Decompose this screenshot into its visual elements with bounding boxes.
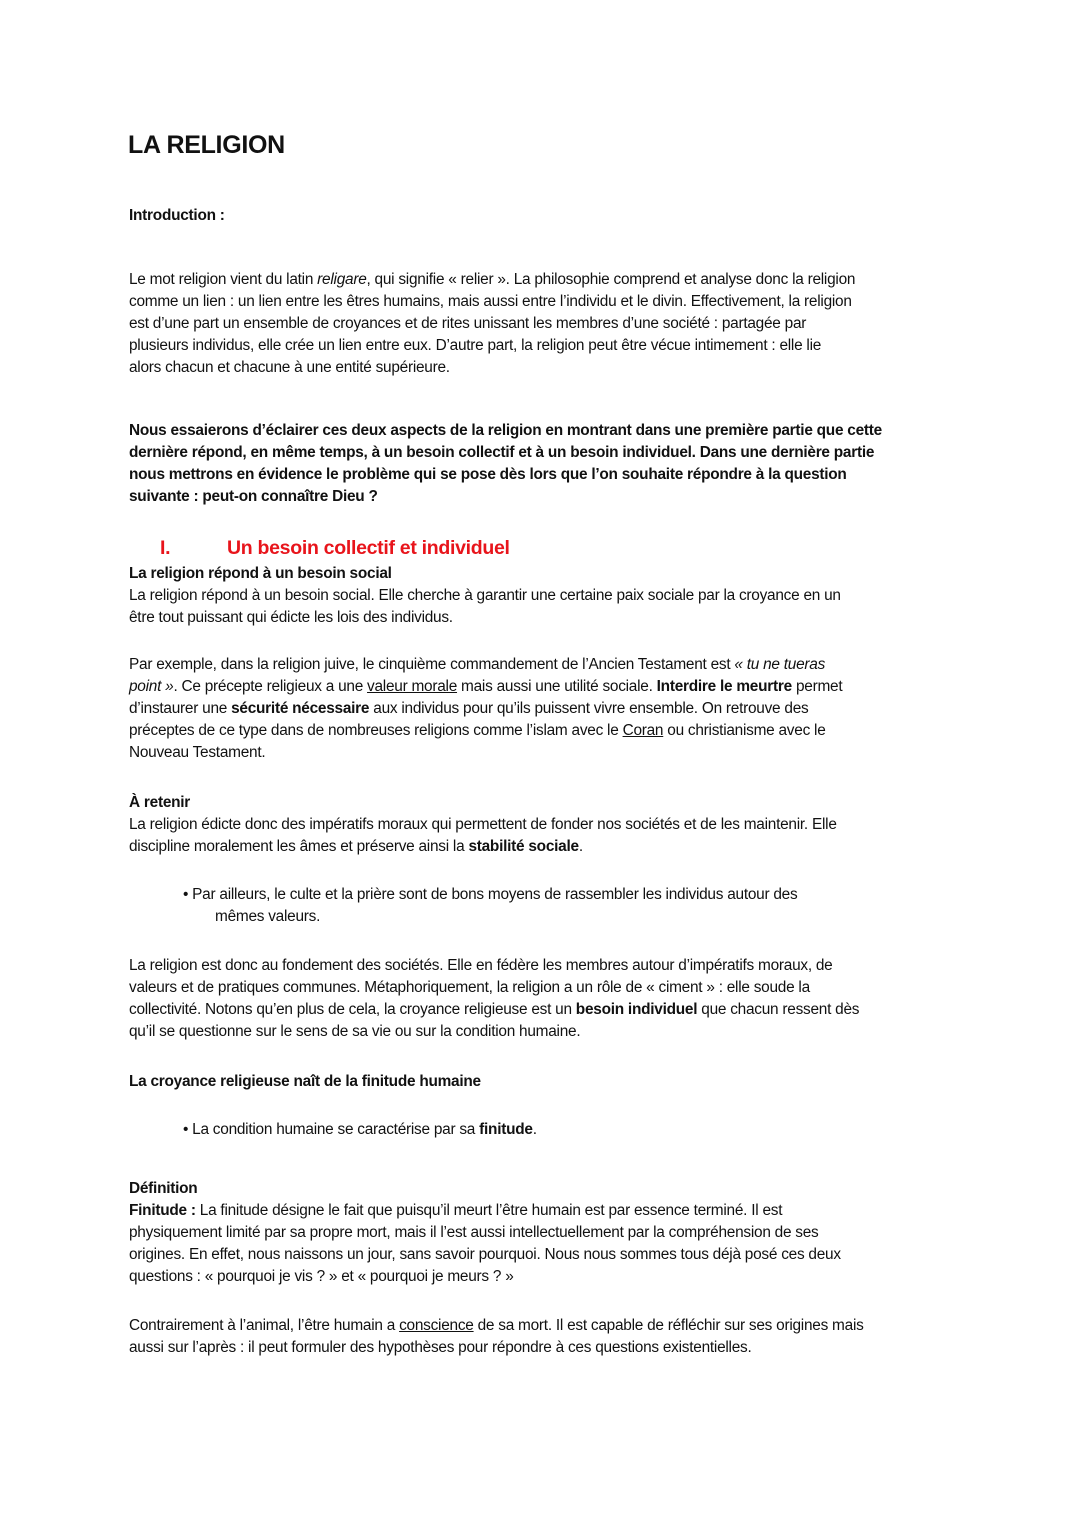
- text-run: mais aussi une utilité sociale.: [457, 678, 657, 695]
- section-number: I.: [160, 537, 171, 559]
- text-run: origines. En effet, nous naissons un jour, sans savoir pourquoi. Nous nous sommes tous déjà posé ces deux: [129, 1246, 841, 1263]
- text-run: d’instaurer une: [129, 700, 232, 717]
- bullet-finitude: [183, 1119, 973, 1141]
- text-line: [183, 1119, 973, 1141]
- section-heading: Un besoin collectif et individuel: [227, 537, 510, 559]
- text-run: plusieurs individus, elle crée un lien entre eux. D’autre part, la religion peut être vécue intimement : elle lie: [129, 337, 822, 354]
- bullet-cult-prayer: [183, 884, 973, 928]
- text-run: est d’une part un ensemble de croyances et de rites unissant les membres d’une société : partagée par: [129, 315, 807, 332]
- text-run: valeurs et de pratiques communes. Métaphoriquement, la religion a un rôle de « ciment » : elle soude la: [129, 979, 810, 996]
- text-run: collectivité. Notons qu’en plus de cela, la croyance religieuse est un: [129, 1001, 576, 1018]
- text-run: Interdire le meurtre: [656, 678, 792, 695]
- text-line: [129, 742, 969, 764]
- text-line: [129, 585, 969, 607]
- text-run: préceptes de ce type dans de nombreuses religions comme l’islam avec le: [129, 722, 623, 739]
- text-line: [129, 654, 969, 676]
- text-run: Introduction :: [129, 207, 225, 224]
- text-run: La religion répond à un besoin social: [129, 565, 392, 582]
- text-run: discipline moralement les âmes et préserve ainsi la: [129, 838, 469, 855]
- foundation-paragraph: [129, 955, 969, 1043]
- text-run: que chacun ressent dès: [697, 1001, 860, 1018]
- definition-box: [129, 1178, 969, 1288]
- text-line: [129, 442, 969, 464]
- text-line: [129, 291, 969, 313]
- text-run: physiquement limité par sa propre mort, mais il l’est aussi intellectuellement par la compréhension de ses: [129, 1224, 819, 1241]
- text-line: [129, 420, 969, 442]
- text-run: nous mettrons en évidence le problème qui se pose dès lors que l’on souhaite répondre à la question: [129, 466, 847, 483]
- text-run: • La condition humaine se caractérise par sa: [183, 1121, 480, 1138]
- text-line: [183, 906, 973, 928]
- text-run: suivante : peut-on connaître Dieu ?: [129, 488, 378, 505]
- text-run: stabilité sociale: [468, 838, 579, 855]
- text-run: qu’il se questionne sur le sens de sa vie ou sur la condition humaine.: [129, 1023, 581, 1040]
- text-line: [129, 814, 969, 836]
- text-run: La croyance religieuse naît de la finitude humaine: [129, 1073, 481, 1090]
- consciousness-paragraph: [129, 1315, 969, 1359]
- key-takeaway: [129, 792, 969, 858]
- text-line: [129, 1222, 969, 1244]
- text-run: questions : « pourquoi je vis ? » et « pourquoi je meurs ? »: [129, 1268, 514, 1285]
- text-line: [129, 977, 969, 999]
- text-run: besoin individuel: [575, 1001, 698, 1018]
- text-line: [129, 1244, 969, 1266]
- finitude-subheading: [129, 1071, 969, 1093]
- text-line: [129, 792, 969, 814]
- text-line: [129, 955, 969, 977]
- text-run: de sa mort. Il est capable de réfléchir sur ses origines mais: [473, 1317, 864, 1334]
- text-run: mêmes valeurs.: [215, 908, 321, 925]
- social-need-section: [129, 563, 969, 629]
- text-line: [129, 335, 969, 357]
- text-line: [129, 1200, 969, 1222]
- text-run: .: [578, 838, 583, 855]
- text-line: [129, 836, 969, 858]
- text-run: « tu ne tueras: [734, 656, 826, 673]
- text-run: finitude: [479, 1121, 533, 1138]
- text-run: aussi sur l’après : il peut formuler des hypothèses pour répondre à ces questions existentielles.: [129, 1339, 752, 1356]
- text-line: [129, 720, 969, 742]
- text-run: , qui signifie « relier ». La philosophie comprend et analyse donc la religion: [366, 271, 856, 288]
- text-line: [129, 269, 969, 291]
- text-run: .: [532, 1121, 537, 1138]
- text-run: point »: [129, 678, 174, 695]
- text-run: Nous essaierons d’éclairer ces deux aspects de la religion en montrant dans une première partie que cette: [129, 422, 882, 439]
- text-line: [129, 1178, 969, 1200]
- text-line: [129, 313, 969, 335]
- text-run: permet: [791, 678, 843, 695]
- text-line: [129, 698, 969, 720]
- text-run: valeur morale: [367, 678, 458, 695]
- text-run: Finitude :: [129, 1202, 196, 1219]
- text-run: religare: [317, 271, 367, 288]
- text-run: Par exemple, dans la religion juive, le cinquième commandement de l’Ancien Testament est: [129, 656, 735, 673]
- text-line: [129, 1266, 969, 1288]
- document-title: LA RELIGION: [128, 131, 285, 159]
- text-run: À retenir: [129, 794, 191, 811]
- text-run: Définition: [129, 1180, 198, 1197]
- text-run: conscience: [399, 1317, 474, 1334]
- text-run: La religion est donc au fondement des sociétés. Elle en fédère les membres autour d’impératifs moraux, de: [129, 957, 833, 974]
- example-paragraph: [129, 654, 969, 764]
- intro-paragraph: [129, 269, 969, 379]
- text-line: [129, 357, 969, 379]
- text-line: [129, 607, 969, 629]
- text-run: sécurité nécessaire: [231, 700, 370, 717]
- text-line: [183, 884, 973, 906]
- text-run: Contrairement à l’animal, l’être humain a: [129, 1317, 400, 1334]
- text-line: [129, 1337, 969, 1359]
- text-line: [129, 486, 969, 508]
- text-line: [129, 1315, 969, 1337]
- intro-label: [129, 205, 969, 227]
- text-line: [129, 464, 969, 486]
- text-run: aux individus pour qu’ils puissent vivre ensemble. On retrouve des: [369, 700, 809, 717]
- text-run: Coran: [622, 722, 664, 739]
- plan-paragraph: [129, 420, 969, 508]
- text-run: comme un lien : un lien entre les êtres humains, mais aussi entre l’individu et le divin. Effectivement, la religion: [129, 293, 852, 310]
- text-line: [129, 676, 969, 698]
- text-run: être tout puissant qui édicte les lois des individus.: [129, 609, 453, 626]
- text-run: dernière répond, en même temps, à un besoin collectif et à un besoin individuel. Dans une dernière partie: [129, 444, 875, 461]
- text-run: Nouveau Testament.: [129, 744, 266, 761]
- text-line: [129, 999, 969, 1021]
- text-run: La religion répond à un besoin social. Elle cherche à garantir une certaine paix sociale par la croyance en un: [129, 587, 841, 604]
- text-run: . Ce précepte religieux a une: [173, 678, 368, 695]
- text-line: [129, 205, 969, 227]
- text-run: ou christianisme avec le: [663, 722, 826, 739]
- text-run: La religion édicte donc des impératifs moraux qui permettent de fonder nos sociétés et de les maintenir. Elle: [129, 816, 837, 833]
- text-line: [129, 1071, 969, 1093]
- text-run: alors chacun et chacune à une entité supérieure.: [129, 359, 450, 376]
- text-line: [129, 563, 969, 585]
- text-run: La finitude désigne le fait que puisqu’il meurt l’être humain est par essence terminé. Il est: [195, 1202, 783, 1219]
- text-run: Le mot religion vient du latin: [129, 271, 318, 288]
- text-line: [129, 1021, 969, 1043]
- text-run: • Par ailleurs, le culte et la prière sont de bons moyens de rassembler les individus autour des: [183, 886, 798, 903]
